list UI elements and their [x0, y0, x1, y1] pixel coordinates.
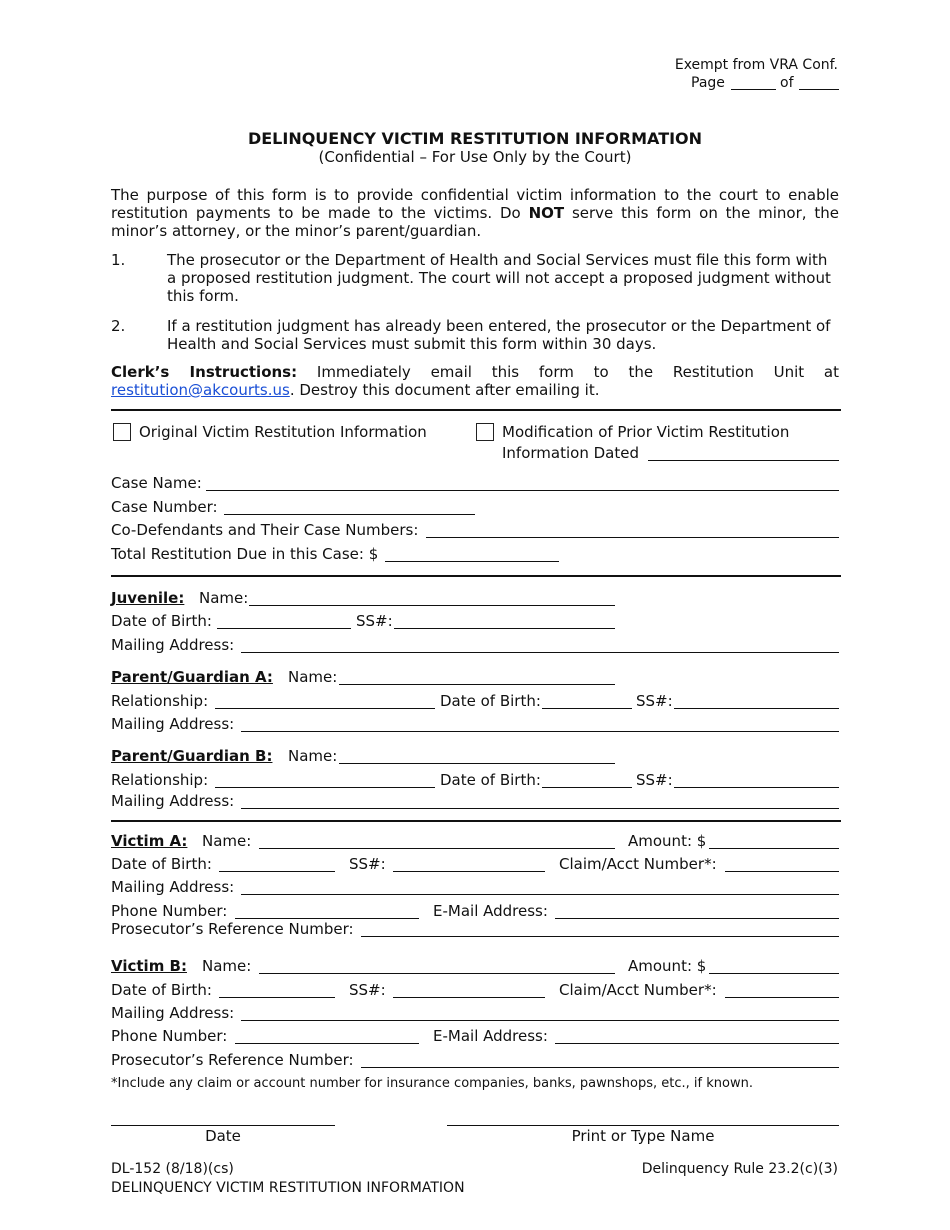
- parent-a-relationship-label: Relationship:: [111, 692, 209, 710]
- victim-b-phone-label: Phone Number:: [111, 1027, 228, 1045]
- parent-a-mailing-label: Mailing Address:: [111, 715, 235, 733]
- victim-b-prosecutor-ref-label: Prosecutor’s Reference Number:: [111, 1051, 354, 1069]
- page-label: Page: [691, 75, 725, 91]
- delinquency-rule: Delinquency Rule 23.2(c)(3): [641, 1161, 838, 1177]
- modification-checkbox[interactable]: [476, 423, 494, 441]
- print-name-label: Print or Type Name: [571, 1127, 715, 1145]
- footnote: *Include any claim or account number for insurance companies, banks, pawnshops, etc., if known.: [111, 1076, 753, 1091]
- victim-a-heading: Victim A:: [111, 832, 188, 850]
- juvenile-name-field[interactable]: [249, 605, 615, 606]
- parent-b-heading: Parent/Guardian B:: [111, 747, 273, 765]
- case-name-field[interactable]: [206, 490, 839, 491]
- parent-b-ss-label: SS#:: [636, 771, 673, 789]
- victim-b-dob-field[interactable]: [219, 997, 335, 998]
- modification-dated-label: Information Dated: [502, 444, 639, 462]
- case-number-field[interactable]: [224, 514, 475, 515]
- form-subtitle: (Confidential – For Use Only by the Court): [318, 148, 632, 166]
- victim-b-ss-label: SS#:: [349, 981, 386, 999]
- victim-a-mailing-field[interactable]: [241, 894, 839, 895]
- codefendants-field[interactable]: [426, 537, 839, 538]
- victim-a-email-label: E-Mail Address:: [433, 902, 548, 920]
- victim-b-phone-field[interactable]: [235, 1043, 419, 1044]
- modification-label: Modification of Prior Victim Restitution: [502, 423, 790, 441]
- victim-a-prosecutor-ref-label: Prosecutor’s Reference Number:: [111, 920, 354, 938]
- victim-b-amount-field[interactable]: [709, 973, 839, 974]
- date-signature-label: Date: [205, 1127, 241, 1145]
- parent-a-name-field[interactable]: [339, 684, 615, 685]
- victim-a-ss-label: SS#:: [349, 855, 386, 873]
- victim-b-mailing-label: Mailing Address:: [111, 1004, 235, 1022]
- parent-a-ss-field[interactable]: [674, 708, 839, 709]
- exempt-notice: Exempt from VRA Conf.: [674, 57, 838, 73]
- victim-a-name-field[interactable]: [259, 848, 615, 849]
- victim-b-amount-label: Amount: $: [628, 957, 707, 975]
- victim-a-amount-label: Amount: $: [628, 832, 707, 850]
- date-signature-field[interactable]: [111, 1125, 335, 1126]
- item-text: The prosecutor or the Department of Health and Social Services must file this form with a proposed restitution judgment. The court will not accept a proposed judgment without this form.: [167, 251, 831, 305]
- parent-a-heading: Parent/Guardian A:: [111, 668, 273, 686]
- victim-b-email-label: E-Mail Address:: [433, 1027, 548, 1045]
- victim-a-ss-field[interactable]: [393, 871, 545, 872]
- parent-b-mailing-field[interactable]: [241, 808, 839, 809]
- footer-form-title: DELINQUENCY VICTIM RESTITUTION INFORMATION: [111, 1180, 465, 1196]
- intro-paragraph: The purpose of this form is to provide confidential victim information to the court to enable restitution payments to be made to the victims. Do NOT serve this form on the minor, the minor’s attorney, or the minor’s parent/guardian.: [111, 186, 839, 240]
- victim-b-prosecutor-ref-field[interactable]: [361, 1067, 839, 1068]
- victim-b-heading: Victim B:: [111, 957, 187, 975]
- parent-a-dob-field[interactable]: [542, 708, 632, 709]
- case-number-label: Case Number:: [111, 498, 218, 516]
- juvenile-name-label: Name:: [199, 589, 249, 607]
- parent-b-mailing-label: Mailing Address:: [111, 792, 235, 810]
- victim-b-name-label: Name:: [202, 957, 252, 975]
- victim-a-dob-field[interactable]: [219, 871, 335, 872]
- victim-a-name-label: Name:: [202, 832, 252, 850]
- original-info-checkbox[interactable]: [113, 423, 131, 441]
- item-number: 2.: [111, 317, 126, 335]
- original-info-label: Original Victim Restitution Information: [139, 423, 427, 441]
- parent-a-dob-label: Date of Birth:: [440, 692, 541, 710]
- total-restitution-label: Total Restitution Due in this Case: $: [111, 545, 379, 563]
- parent-b-name-label: Name:: [288, 747, 338, 765]
- parent-b-name-field[interactable]: [339, 763, 615, 764]
- modification-date-field[interactable]: [648, 460, 839, 461]
- case-name-label: Case Name:: [111, 474, 202, 492]
- juvenile-mailing-label: Mailing Address:: [111, 636, 235, 654]
- victim-a-phone-field[interactable]: [235, 918, 419, 919]
- print-name-field[interactable]: [447, 1125, 839, 1126]
- page-total-field[interactable]: [799, 89, 839, 90]
- juvenile-ss-label: SS#:: [356, 612, 393, 630]
- parent-b-relationship-label: Relationship:: [111, 771, 209, 789]
- page-number-field[interactable]: [731, 89, 776, 90]
- juvenile-heading: Juvenile:: [111, 589, 185, 607]
- of-label: of: [780, 75, 794, 91]
- victim-a-prosecutor-ref-field[interactable]: [361, 936, 839, 937]
- victim-a-claim-field[interactable]: [725, 871, 839, 872]
- item-number: 1.: [111, 251, 126, 269]
- total-restitution-field[interactable]: [385, 561, 559, 562]
- victim-b-name-field[interactable]: [259, 973, 615, 974]
- parent-a-mailing-field[interactable]: [241, 731, 839, 732]
- section-divider: [111, 409, 841, 411]
- victim-a-dob-label: Date of Birth:: [111, 855, 212, 873]
- victim-b-ss-field[interactable]: [393, 997, 545, 998]
- parent-b-dob-field[interactable]: [542, 787, 632, 788]
- victim-b-claim-label: Claim/Acct Number*:: [559, 981, 717, 999]
- section-divider: [111, 820, 841, 822]
- victim-b-mailing-field[interactable]: [241, 1020, 839, 1021]
- parent-a-relationship-field[interactable]: [215, 708, 435, 709]
- victim-a-email-field[interactable]: [555, 918, 839, 919]
- clerk-instructions: Clerk’s Instructions: Immediately email this form to the Restitution Unit at restitution@akcourts.us. Destroy this document after emailing it.: [111, 363, 840, 399]
- form-title: DELINQUENCY VICTIM RESTITUTION INFORMATION: [247, 129, 703, 148]
- restitution-email-link[interactable]: restitution@akcourts.us: [111, 381, 290, 399]
- victim-a-claim-label: Claim/Acct Number*:: [559, 855, 717, 873]
- victim-b-dob-label: Date of Birth:: [111, 981, 212, 999]
- victim-a-phone-label: Phone Number:: [111, 902, 228, 920]
- victim-a-amount-field[interactable]: [709, 848, 839, 849]
- codefendants-label: Co-Defendants and Their Case Numbers:: [111, 521, 419, 539]
- juvenile-ss-field[interactable]: [394, 628, 615, 629]
- victim-a-mailing-label: Mailing Address:: [111, 878, 235, 896]
- parent-a-name-label: Name:: [288, 668, 338, 686]
- juvenile-dob-label: Date of Birth:: [111, 612, 212, 630]
- victim-b-claim-field[interactable]: [725, 997, 839, 998]
- parent-a-ss-label: SS#:: [636, 692, 673, 710]
- juvenile-dob-field[interactable]: [217, 628, 351, 629]
- parent-b-ss-field[interactable]: [674, 787, 839, 788]
- victim-b-email-field[interactable]: [555, 1043, 839, 1044]
- parent-b-dob-label: Date of Birth:: [440, 771, 541, 789]
- form-id: DL-152 (8/18)(cs): [111, 1161, 234, 1177]
- section-divider: [111, 575, 841, 577]
- juvenile-mailing-field[interactable]: [241, 652, 839, 653]
- parent-b-relationship-field[interactable]: [215, 787, 435, 788]
- item-text: If a restitution judgment has already been entered, the prosecutor or the Department of Health and Social Services must submit this form within 30 days.: [167, 317, 831, 353]
